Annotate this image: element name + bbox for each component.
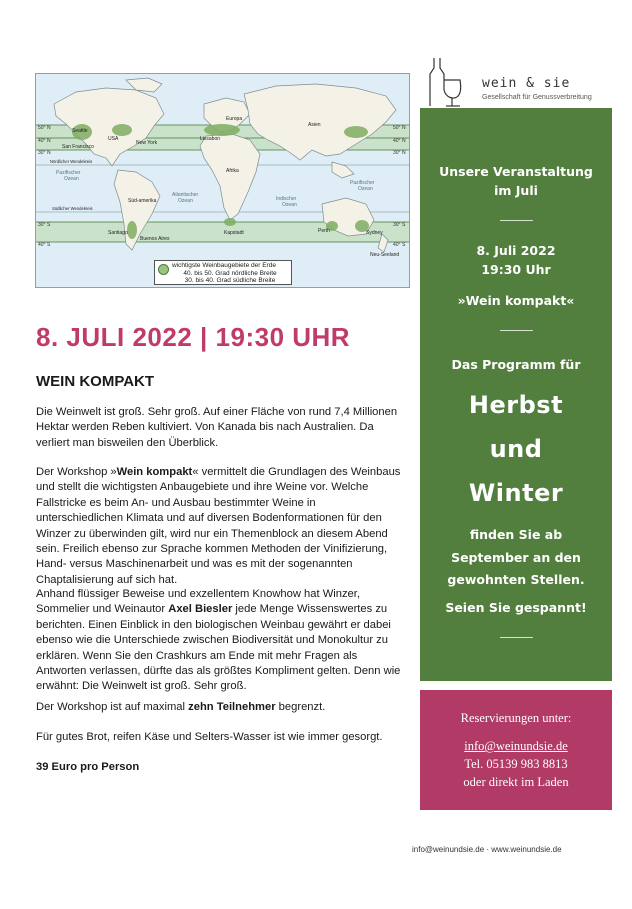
price: 39 Euro pro Person <box>36 761 140 773</box>
map-label-santiago: Santiago <box>108 230 128 236</box>
p2-text-a: Der Workshop » <box>36 466 117 478</box>
lat-label-30n: 30° N <box>38 150 51 156</box>
map-label-new-zealand: Neu-Seeland <box>370 252 400 258</box>
p4-bold-limit: zehn Teilnehmer <box>188 701 276 713</box>
article-paragraph-3 <box>36 587 401 695</box>
sidebar-herbst: Herbst <box>468 391 564 419</box>
event-heading: 8. JULI 2022 | 19:30 UHR <box>36 322 351 352</box>
lat-label-40n-right: 40° N <box>393 138 406 144</box>
sidebar-find-1: finden Sie ab <box>469 527 563 542</box>
map-label-usa: USA <box>108 136 119 142</box>
sidebar-month: im Juli <box>494 183 538 198</box>
sidebar-time: 19:30 Uhr <box>481 262 551 277</box>
map-label-afrika: Afrika <box>226 168 239 174</box>
lat-label-30s: 30° S <box>38 222 51 228</box>
p4-text-a: Der Workshop ist auf maximal <box>36 701 189 713</box>
p4-text-c: begrenzt. <box>275 701 326 713</box>
map-label-ocean-3: Ozean <box>282 202 297 208</box>
map-label-tropic-north: Nördlicher Wendekreis <box>50 159 93 164</box>
reservation-store: oder direkt im Laden <box>463 775 569 789</box>
map-label-pacific-2: Pazifischer <box>350 180 375 186</box>
p2-bold-workshop: Wein kompakt <box>116 466 193 478</box>
map-label-indian: Indischer <box>276 196 297 202</box>
legend-title: wichtigste Weinbaugebiete der Erde <box>172 262 276 269</box>
p3-text-a: Anhand flüssiger Beweise und exzellentem Knowhow hat Winzer, Sommelier und Weinautor <box>36 588 360 616</box>
footer-contact: info@weinundsie.de · www.weinundsie.de <box>412 845 562 854</box>
reservation-box <box>420 690 612 810</box>
lat-label-40n: 40° N <box>38 138 51 144</box>
p2-text-c: « vermittelt die Grundlagen des Weinbaus und stellt die wichtigsten Anbaugebiete und ihre Weine vor. Welche Fallstricke es beim An- und Ausbau bestimmter Weine in unterschiedlichen Klimata und auf diversen Bodenformationen für den Winzer zu überwinden gilt, wird nur ein Themenblock an diesem Abend sein. Freilich ebenso zur Sprache kommen Methoden der Vinifizierung, Hand- versus Maschinenarbeit und was es mit der sogenannten Chaptalisierung auf sich hat. <box>36 466 401 586</box>
legend-line-north: 40. bis 50. Grad nördliche Breite <box>183 269 277 277</box>
map-label-ocean-1: Ozean <box>64 176 79 182</box>
map-label-tropic-south: Südlicher Wendekreis <box>52 206 93 211</box>
event-sidebar <box>420 108 612 681</box>
lat-label-30s-right: 30° S <box>393 222 406 228</box>
lat-label-50n: 50° N <box>38 125 51 131</box>
sidebar-date: 8. Juli 2022 <box>476 243 556 258</box>
map-label-europa: Europa <box>226 116 243 122</box>
legend-line-south: 30. bis 40. Grad südliche Breite <box>184 277 276 284</box>
map-label-ocean-4: Ozean <box>358 186 373 192</box>
legend-swatch <box>158 264 169 275</box>
sidebar-event-name: »Wein kompakt« <box>457 293 575 308</box>
reservation-phone: Tel. 05139 983 8813 <box>464 757 568 771</box>
world-wine-map <box>35 73 410 288</box>
sidebar-find-2: September an den <box>451 550 581 565</box>
logo-subtitle: Gesellschaft für Genussverbreitung <box>482 94 592 101</box>
sidebar-find-3: gewohnten Stellen. <box>447 572 585 587</box>
sidebar-event-label: Unsere Veranstaltung <box>439 164 593 179</box>
map-label-south-america: Süd-amerika <box>128 198 157 204</box>
reservation-title: Reservierungen unter: <box>460 711 572 725</box>
sidebar-divider <box>500 220 533 221</box>
lat-label-30n-right: 30° N <box>393 150 406 156</box>
article-paragraph-1: Die Weinwelt ist groß. Sehr groß. Auf einer Fläche von rund 7,4 Millionen Hektar werden Reben kultiviert. Von Kanada bis nach Australien. Da verliert man bisweilen den Überblick. <box>36 406 398 449</box>
article-paragraph-2 <box>36 465 401 588</box>
world-map-graphic <box>36 74 409 287</box>
wine-bottle-glass-icon <box>420 56 480 108</box>
map-label-asien: Asien <box>308 122 321 128</box>
lat-label-50n-right: 50° N <box>393 125 406 131</box>
sidebar-winter: Winter <box>468 479 564 507</box>
map-label-pacific-1: Pazifischer <box>56 170 81 176</box>
map-label-seattle: Seattle <box>72 128 88 134</box>
logo <box>420 56 612 108</box>
sidebar-und: und <box>489 435 543 463</box>
logo-name: wein & sie <box>482 76 571 91</box>
map-label-kapstadt: Kapstadt <box>224 230 244 236</box>
sidebar-divider <box>500 637 533 638</box>
map-label-sydney: Sydney <box>366 230 383 236</box>
article-paragraph-4 <box>36 700 401 715</box>
map-label-ocean-2: Ozean <box>178 198 193 204</box>
sidebar-excited: Seien Sie gespannt! <box>445 600 587 615</box>
map-label-lissabon: Lissabon <box>200 136 221 142</box>
map-legend <box>154 260 292 285</box>
lat-label-40s-right: 40° S <box>393 242 406 248</box>
article-paragraph-5: Für gutes Brot, reifen Käse und Selters-Wasser ist wie immer gesorgt. <box>36 731 383 743</box>
p3-bold-name: Axel Biesler <box>168 603 233 616</box>
reservation-email-link[interactable]: info@weinundsie.de <box>464 739 568 753</box>
map-label-perth: Perth <box>318 228 330 234</box>
p3-text-c: jede Menge Wissenswertes zu berichten. Einen Einblick in den biologischen Weinbau gewährt er dabei ebenso wie die Unterschiede zwischen Biodiversität und Monokultur zu erklären. Wenn Sie den Crashkurs am Ende mit mehr Fragen als Antworten verlassen, dürfte das als größtes Kompliment gelten. Denn wie erwähnt: Die Weinwelt ist groß. Sehr groß. <box>36 603 401 693</box>
map-label-buenos-aires: Buenos Aires <box>140 236 170 242</box>
lat-label-40s: 40° S <box>38 242 51 248</box>
map-label-atlantic: Atlantischer <box>172 192 199 198</box>
event-subheading: WEIN KOMPAKT <box>36 373 155 390</box>
map-label-new-york: New York <box>136 140 158 146</box>
sidebar-divider <box>500 330 533 331</box>
sidebar-program: Das Programm für <box>451 357 581 372</box>
map-label-san-francisco: San Francisco <box>62 144 94 150</box>
